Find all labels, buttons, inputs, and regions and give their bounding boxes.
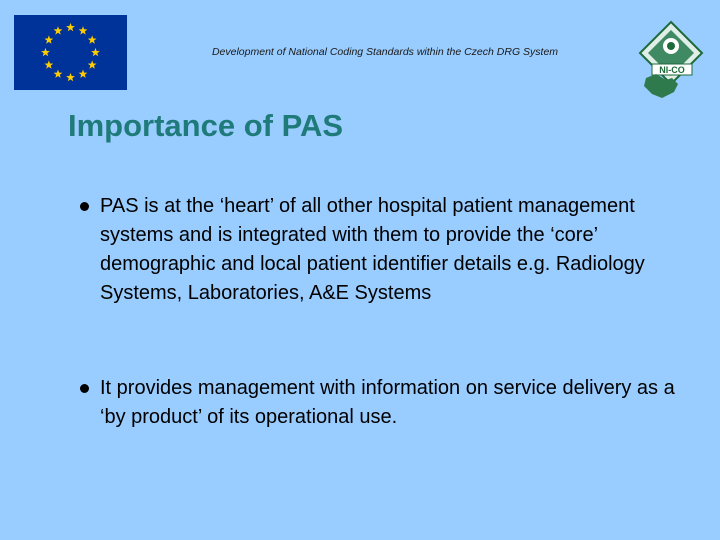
- bullet-icon: [80, 374, 100, 403]
- bullet-item: [80, 374, 680, 432]
- bullet-item: [80, 192, 680, 308]
- slide-title: Importance of PAS: [68, 108, 344, 143]
- ni-co-logo-icon: [638, 20, 704, 100]
- bullet-text: It provides management with information on service delivery as a ‘by product’ of its operational use.: [100, 377, 675, 428]
- bullet-list: [80, 192, 680, 432]
- header-text: Development of National Coding Standards within the Czech DRG System: [211, 46, 559, 58]
- logo-text: NI-CO: [659, 65, 685, 75]
- eu-flag-icon: [14, 15, 127, 90]
- bullet-text: PAS is at the ‘heart’ of all other hospital patient management systems and is integrated with them to provide the ‘core’ demographic and local patient identifier details e.g. Radiology Systems, Laboratories, A&E Systems: [100, 195, 645, 304]
- bullet-icon: [80, 192, 100, 221]
